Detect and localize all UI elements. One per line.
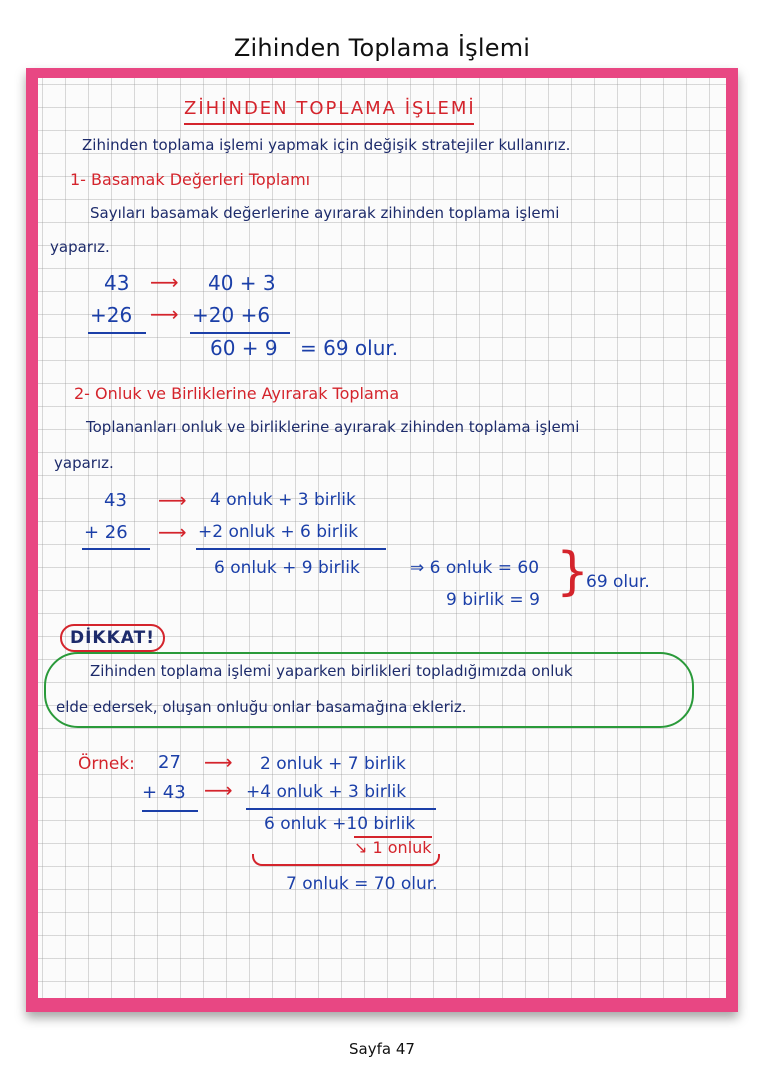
dikkat-label: DİKKAT! [60, 624, 165, 652]
ex-result: 7 onluk = 70 olur. [286, 874, 438, 894]
brace-icon: } [556, 542, 590, 602]
heading-underline [184, 123, 474, 125]
s2-addend2-expanded: +2 onluk + 6 birlik [198, 522, 359, 542]
s2-sum-line-left [82, 548, 150, 550]
heading: ZİHİNDEN TOPLAMA İŞLEMİ [184, 98, 476, 119]
ex-bracket [252, 854, 440, 866]
ex-addend1: 27 [158, 752, 181, 773]
arrow-icon: ⟶ [158, 488, 187, 512]
s1-sum-line-left [88, 332, 146, 334]
arrow-icon: ⟶ [150, 270, 179, 294]
s2-sum: 6 onluk + 9 birlik [214, 558, 360, 578]
ex-sum-line-left [142, 810, 198, 812]
section2-text-line1: Toplananları onluk ve birliklerine ayırarak zihinden toplama işlemi [86, 418, 580, 436]
ex-addend2-expanded: +4 onluk + 3 birlik [246, 782, 407, 802]
s2-addend2: + 26 [84, 522, 128, 543]
arrow-icon: ⟶ [204, 778, 233, 802]
ex-sum-line-right [246, 808, 436, 810]
s2-conversion-tens: ⇒ 6 onluk = 60 [410, 558, 540, 578]
dikkat-line1: Zihinden toplama işlemi yaparken birlikleri topladığımızda onluk [90, 662, 573, 680]
arrow-icon: ⟶ [204, 750, 233, 774]
s2-addend1-expanded: 4 onluk + 3 birlik [210, 490, 356, 510]
section1-title: 1- Basamak Değerleri Toplamı [70, 170, 311, 189]
s2-sum-line-right [196, 548, 386, 550]
s1-sum: 60 + 9 [210, 336, 278, 360]
section1-text-line1: Sayıları basamak değerlerine ayırarak zihinden toplama işlemi [90, 204, 560, 222]
arrow-icon: ⟶ [150, 302, 179, 326]
dikkat-line2: elde edersek, oluşan onluğu onlar basamağına ekleriz. [56, 698, 467, 716]
ex-carry: ↘ 1 onluk [354, 838, 432, 857]
arrow-icon: ⟶ [158, 520, 187, 544]
s1-sum-line-right [190, 332, 290, 334]
pink-frame [26, 68, 738, 1012]
s1-addend2: +26 [90, 303, 133, 327]
section2-title: 2- Onluk ve Birliklerine Ayırarak Toplama [74, 384, 400, 403]
s1-addend2-expanded: +20 +6 [192, 303, 271, 327]
s1-result: = 69 olur. [300, 336, 399, 360]
intro-text: Zihinden toplama işlemi yapmak için değişik stratejiler kullanırız. [82, 136, 571, 154]
section2-text-line2: yaparız. [54, 454, 114, 472]
s2-addend1: 43 [104, 490, 127, 511]
notebook-page [38, 78, 726, 998]
page-number: Sayfa 47 [349, 1040, 415, 1058]
s1-addend1: 43 [104, 271, 130, 295]
ex-addend1-expanded: 2 onluk + 7 birlik [260, 754, 406, 774]
ex-addend2: + 43 [142, 782, 186, 803]
s1-addend1-expanded: 40 + 3 [208, 271, 276, 295]
example-label: Örnek: [78, 754, 135, 774]
s2-conversion-ones: 9 birlik = 9 [446, 590, 540, 610]
s2-result: 69 olur. [586, 572, 650, 592]
section1-text-line2: yaparız. [50, 238, 110, 256]
page-title: Zihinden Toplama İşlemi [233, 34, 531, 62]
ex-sum: 6 onluk +10 birlik [264, 814, 416, 834]
